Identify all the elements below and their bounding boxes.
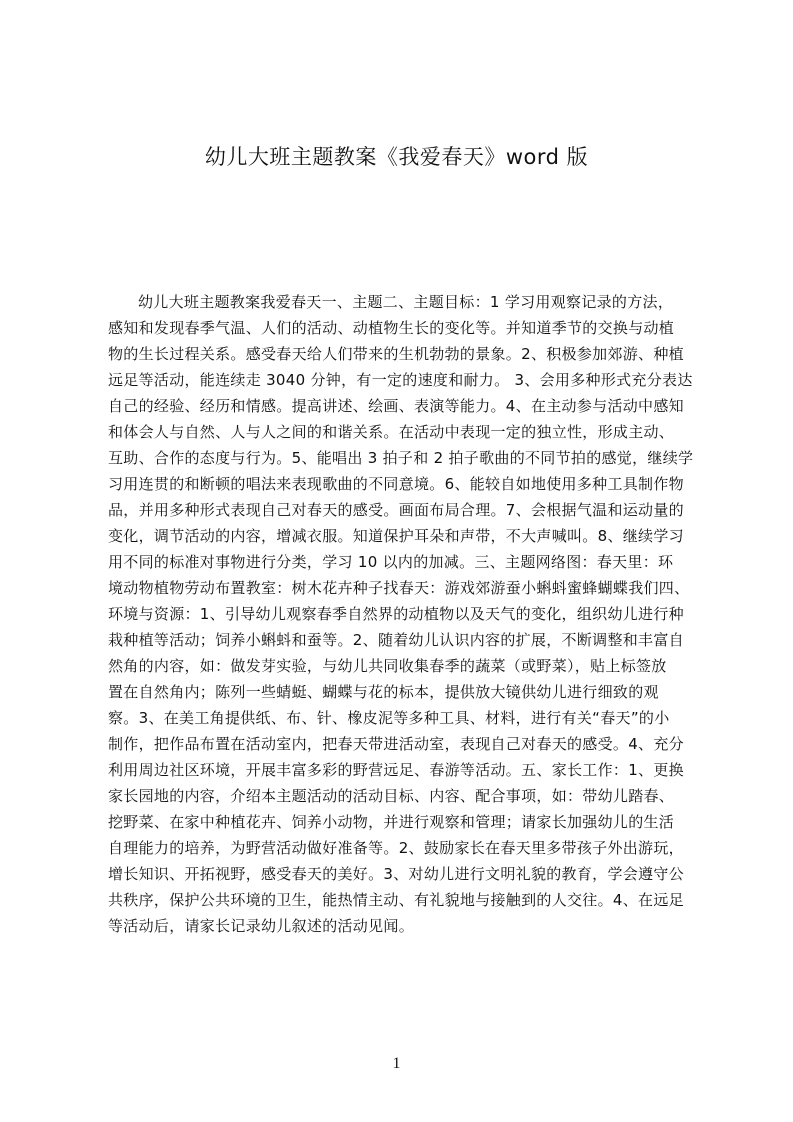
text-line: 共秩序，保护公共环境的卫生，能热情主动、有礼貌地与接触到的人交往。4、在远足 [108,891,684,909]
text-line: 幼儿大班主题教案我爱春天一、主题二、主题目标：1 学习用观察记录的方法， [138,293,674,311]
text-line: 制作，把作品布置在活动室内，把春天带进活动室，表现自己对春天的感受。4、充分 [108,735,684,753]
text-line: 家长园地的内容，介绍本主题活动的活动目标、内容、配合事项，如：带幼儿踏春、 [108,787,675,805]
text-line: 挖野菜、在家中种植花卉、饲养小动物，并进行观察和管理；请家长加强幼儿的生活 [108,813,675,831]
text-line: 环境与资源：1、引导幼儿观察春季自然界的动植物以及天气的变化，组织幼儿进行种 [108,605,684,623]
text-line: 互助、合作的态度与行为。5、能唱出 3 拍子和 2 拍子歌曲的不同节拍的感觉，继续学 [108,449,694,467]
text-line: 利用周边社区环境，开展丰富多彩的野营远足、春游等活动。五、家长工作：1、更换 [108,761,684,779]
text-line: 然角的内容，如：做发芽实验，与幼儿共同收集春季的蔬菜（或野菜），贴上标签放 [108,657,667,675]
body-paragraph [108,289,698,939]
text-line: 自己的经验、经历和情感。提高讲述、绘画、表演等能力。4、在主动参与活动中感知 [108,397,684,415]
text-line: 物的生长过程关系。感受春天给人们带来的生机勃勃的景象。2、积极参加郊游、种植 [108,345,684,363]
text-line: 用不同的标准对事物进行分类，学习 10 以内的加减。三、主题网络图：春天里：环 [108,553,674,571]
text-line: 品，并用多种形式表现自己对春天的感受。画面布局合理。7、会根据气温和运动量的 [108,501,684,519]
text-line: 变化，调节活动的内容，增减衣服。知道保护耳朵和声带，不大声喊叫。8、继续学习 [108,527,684,545]
text-line: 置在自然角内；陈列一些蜻蜓、蝴蝶与花的标本，提供放大镜供幼儿进行细致的观 [108,683,659,701]
text-line: 习用连贯的和断顿的唱法来表现歌曲的不同意境。6、能较自如地使用多种工具制作物 [108,475,684,493]
text-line: 察。3、在美工角提供纸、布、针、橡皮泥等多种工具、材料，进行有关“春天”的小 [108,709,670,727]
text-line: 自理能力的培养，为野营活动做好准备等。2、鼓励家长在春天里多带孩子外出游玩， [108,839,684,857]
text-line: 等活动后，请家长记录幼儿叙述的活动见闻。 [108,917,415,935]
text-line: 感知和发现春季气温、人们的活动、动植物生长的变化等。并知道季节的交换与动植 [108,319,675,337]
text-line: 远足等活动，能连续走 3040 分钟，有一定的速度和耐力。 3、会用多种形式充分表达 [108,371,693,389]
document-title: 幼儿大班主题教案《我爱春天》word 版 [204,145,589,169]
text-line: 栽种植等活动；饲养小蝌蚪和蚕等。2、随着幼儿认识内容的扩展，不断调整和丰富自 [108,631,684,649]
text-line: 增长知识、开拓视野，感受春天的美好。3、对幼儿进行文明礼貌的教育，学会遵守公 [108,865,684,883]
text-line: 和体会人与自然、人与人之间的和谐关系。在活动中表现一定的独立性，形成主动、 [108,423,675,441]
text-line: 境动物植物劳动布置教室：树木花卉种子找春天：游戏郊游蚕小蝌蚪蜜蜂蝴蝶我们四、 [108,579,690,597]
page-number: 1 [392,1055,401,1072]
